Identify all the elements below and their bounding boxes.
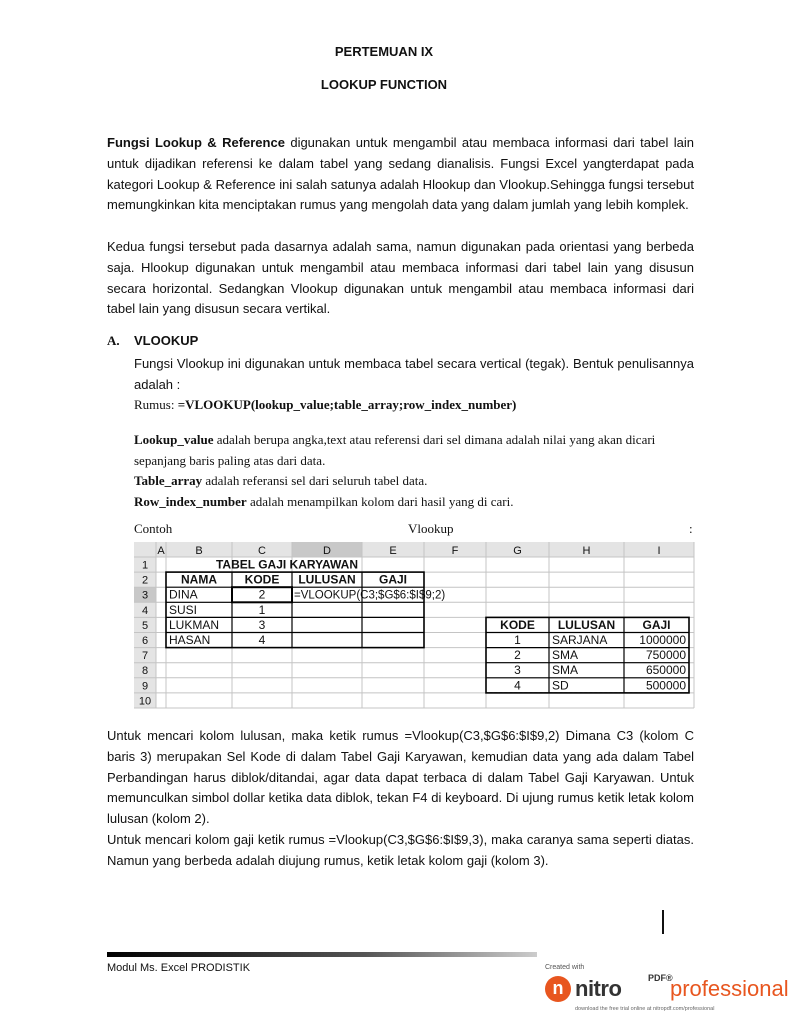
definition-term: Row_index_number	[134, 493, 247, 509]
ref-cell-gaji: 500000	[645, 678, 686, 693]
section-description: Fungsi Vlookup ini digunakan untuk membaca tabel secara vertical (tegak). Bentuk penulisannya adalah :	[134, 356, 694, 392]
footer-rule	[107, 952, 537, 957]
explain-paragraph-1: Untuk mencari kolom lulusan, maka ketik rumus =Vlookup(C3,$G$6:$I$9,2) Dimana C3 (kolom C baris 3) merupakan Sel Kode di dalam Tabel Gaji Karyawan, kemudian data yang ada dalam Tabel Perbandingan harus diblok/ditandai, agar data dapat terbaca di dalam Tabel Gaji Karyawan. Untuk memunculkan simbol dollar ketika data diblok, tekan F4 di keyboard. Di ujung rumus ketik letak kolom lulusan (kolom 2).	[107, 728, 694, 827]
ref-cell-lulusan: SARJANA	[552, 633, 608, 647]
main-cell-name: SUSI	[169, 602, 198, 617]
section-title: VLOOKUP	[134, 333, 199, 348]
column-header-label: G	[513, 545, 522, 557]
ref-cell-kode: 3	[514, 663, 521, 678]
row-header-label: 1	[141, 559, 149, 572]
main-cell-name: LUKMAN	[169, 617, 220, 632]
ref-cell-kode: 2	[514, 648, 521, 663]
main-cell-name: DINA	[169, 587, 198, 602]
rumus-line	[134, 397, 694, 413]
main-cell-kode: 2	[258, 587, 266, 602]
ref-cell-gaji: 1000000	[639, 633, 686, 647]
page-subtitle: LOOKUP FUNCTION	[320, 77, 448, 92]
row-header-label: 8	[141, 665, 149, 678]
intro-text-1: digunakan untuk mengambil atau membaca informasi dari tabel lain untuk dijadikan referensi ke dalam tabel yang sedang dianalisis. Fungsi Excel yangterdapat pada kategori Lookup & Reference ini salah satunya adalah Hlookup dan Vlookup.Sehingga fungsi tersebut memungkinkan kita menciptakan rumus yang mengolah data yang dalam jumlah yang lebih komplek.	[107, 135, 694, 213]
badge-pdf-text: PDF	[648, 973, 666, 983]
main-table-header: KODE	[244, 572, 280, 587]
main-cell-name: HASAN	[169, 633, 211, 647]
column-header-label: F	[451, 545, 459, 557]
definition-text: adalah berupa angka,text atau referensi dari sel dimana adalah nilai yang akan dicari sepanjang baris paling atas dari data.	[134, 432, 656, 468]
section-heading	[107, 333, 198, 349]
main-cell-kode: 3	[258, 617, 266, 632]
main-cell-lulusan: =VLOOKUP(C3;$G$6:$I$9;2)	[294, 589, 446, 602]
row-header-label: 2	[141, 574, 149, 587]
spreadsheet-example	[134, 542, 694, 708]
table-title: TABEL GAJI KARYAWAN	[215, 557, 359, 572]
ref-cell-lulusan: SMA	[552, 663, 579, 678]
definition-table-array	[134, 471, 699, 492]
ref-cell-lulusan: SD	[552, 678, 569, 693]
definition-list	[134, 430, 699, 512]
explain-paragraph-2: Untuk mencari kolom gaji ketik rumus =Vlookup(C3,$G$6:$I$9,3), maka caranya sama seperti diatas. Namun yang berbeda adalah diujung rumus, ketik letak kolom gaji (kolom 3).	[107, 832, 694, 868]
row-header-label: 9	[141, 680, 149, 693]
definition-term: Table_array	[134, 473, 203, 488]
intro-bold-term: Fungsi Lookup & Reference	[107, 135, 285, 150]
spreadsheet-canvas	[134, 542, 694, 708]
row-header-label: 7	[141, 650, 149, 663]
badge-brand: nitro	[575, 976, 622, 1001]
intro-paragraph-2: Kedua fungsi tersebut pada dasarnya adalah sama, namun digunakan pada orientasi yang berbeda saja. Hlookup digunakan untuk mengambil atau membaca informasi dari tabel lain yang disusun secara horizontal. Sedangkan Vlookup digunakan untuk mengambil atau membaca informasi dari tabel lain yang disusun secara vertikal.	[107, 239, 694, 317]
row-header-label: 5	[141, 619, 149, 632]
ref-cell-kode: 1	[514, 633, 521, 647]
ref-table-header: KODE	[500, 617, 535, 632]
intro-paragraph-1	[107, 133, 694, 216]
footer-text: Modul Ms. Excel PRODISTIK	[107, 962, 251, 974]
definition-term: Lookup_value	[134, 432, 214, 447]
main-table-header: GAJI	[378, 572, 408, 587]
column-header-label: B	[195, 545, 203, 557]
column-header-bar	[134, 542, 694, 557]
row-header-label: 10	[138, 695, 152, 708]
contoh-label: Contoh	[134, 521, 173, 536]
column-header-label: E	[389, 545, 397, 557]
definition-lookup-value	[134, 430, 699, 471]
badge-created-with: Created with	[545, 964, 585, 971]
rumus-label: Rumus:	[134, 397, 178, 412]
column-header-label: H	[582, 545, 591, 557]
row-header-label: 4	[141, 604, 149, 617]
main-table-header: NAMA	[181, 572, 217, 587]
column-header-label: D	[323, 545, 331, 557]
contoh-vlookup: Vlookup	[408, 521, 454, 536]
page-marker	[662, 910, 664, 934]
row-header-label: 3	[141, 589, 149, 602]
ref-cell-gaji: 750000	[645, 648, 686, 663]
rumus-formula: =VLOOKUP(lookup_value;table_array;row_index_number)	[177, 397, 517, 412]
definition-text: adalah menampilkan kolom dari hasil yang di cari.	[246, 493, 514, 509]
badge-pdf	[648, 973, 673, 983]
row-header-label: 6	[141, 635, 149, 647]
page-title: PERTEMUAN IX	[334, 44, 434, 59]
definition-text: adalah referansi sel dari seluruh tabel data.	[202, 473, 428, 488]
column-header-label: C	[258, 545, 266, 557]
column-header-label: I	[657, 545, 661, 557]
ref-table-header: GAJI	[642, 617, 671, 632]
ref-cell-kode: 4	[514, 678, 521, 693]
ref-cell-lulusan: SMA	[552, 648, 579, 663]
contoh-colon: :	[689, 521, 693, 536]
badge-professional: professional	[670, 976, 789, 1001]
nitro-badge	[545, 964, 789, 1020]
definition-row-index	[134, 492, 699, 513]
badge-tagline: download the free trial online at nitropdf.com/professional	[575, 1006, 715, 1012]
ref-cell-gaji: 650000	[645, 663, 686, 678]
main-cell-kode: 1	[258, 602, 266, 617]
main-cell-kode: 4	[258, 633, 266, 647]
main-table-header: LULUSAN	[298, 572, 356, 587]
section-letter: A.	[107, 333, 120, 348]
nitro-logo-icon: n	[545, 976, 571, 1002]
column-header-label: A	[157, 545, 165, 557]
ref-table-header: LULUSAN	[557, 617, 616, 632]
badge-reg: ®	[666, 973, 673, 983]
